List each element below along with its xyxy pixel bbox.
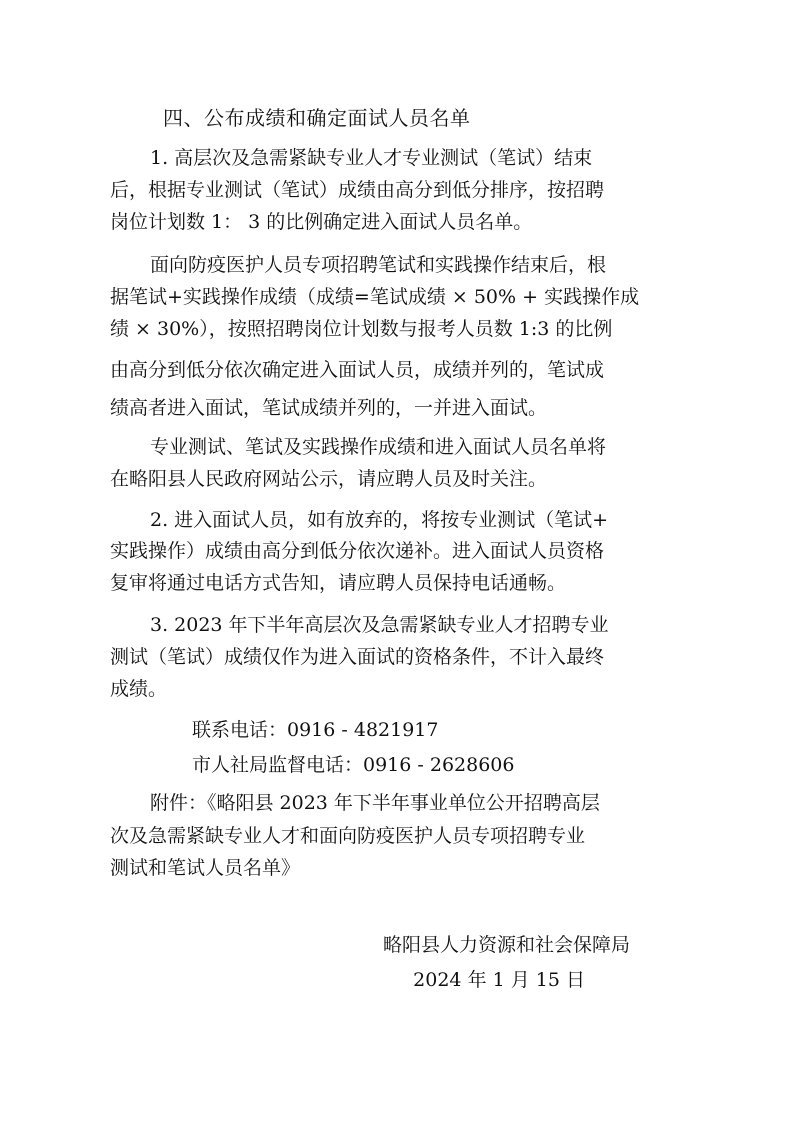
body-line: 在略阳县人民政府网站公示，请应聘人员及时关注。 xyxy=(110,468,548,490)
body-line: 复审将通过电话方式告知，请应聘人员保持电话通畅。 xyxy=(110,572,567,594)
body-line: 据笔试+实践操作成绩（成绩=笔试成绩 × 50% + 实践操作成 xyxy=(110,286,640,308)
body-line: 实践操作）成绩由高分到低分依次递补。进入面试人员资格 xyxy=(110,540,605,562)
body-line: 由高分到低分依次确定进入面试人员，成绩并列的，笔试成 xyxy=(110,359,605,381)
section-heading: 四、公布成绩和确定面试人员名单 xyxy=(163,106,471,130)
attachment-line: 测试和笔试人员名单》 xyxy=(110,857,301,879)
body-line: 3. 2023 年下半年高层次及急需紧缺专业人才招聘专业 xyxy=(150,614,609,636)
body-line: 2. 进入面试人员，如有放弃的，将按专业测试（笔试+ xyxy=(150,509,609,531)
body-line: 绩 × 30%），按照招聘岗位计划数与报考人员数 1:3 的比例 xyxy=(110,318,613,340)
contact-phone: 联系电话：0916 - 4821917 xyxy=(192,719,439,741)
body-line: 测试（笔试）成绩仅作为进入面试的资格条件，不计入最终 xyxy=(110,646,605,668)
body-line: 成绩。 xyxy=(110,678,168,700)
signature-org: 略阳县人力资源和社会保障局 xyxy=(382,934,630,956)
signature-date: 2024 年 1 月 15 日 xyxy=(413,969,585,991)
attachment-line: 次及急需紧缺专业人才和面向防疫医护人员专项招聘专业 xyxy=(110,825,586,847)
body-line: 后，根据专业测试（笔试）成绩由高分到低分排序，按招聘 xyxy=(110,179,605,201)
attachment-line: 附件：《略阳县 2023 年下半年事业单位公开招聘高层 xyxy=(150,792,600,814)
supervision-phone: 市人社局监督电话：0916 - 2628606 xyxy=(192,754,515,776)
body-line: 绩高者进入面试，笔试成绩并列的，一并进入面试。 xyxy=(110,397,548,419)
body-line: 岗位计划数 1： 3 的比例确定进入面试人员名单。 xyxy=(110,211,533,233)
body-line: 面向防疫医护人员专项招聘笔试和实践操作结束后，根 xyxy=(150,254,607,276)
body-line: 专业测试、笔试及实践操作成绩和进入面试人员名单将 xyxy=(150,436,607,458)
body-line: 1. 高层次及急需紧缺专业人才专业测试（笔试）结束 xyxy=(150,147,593,169)
